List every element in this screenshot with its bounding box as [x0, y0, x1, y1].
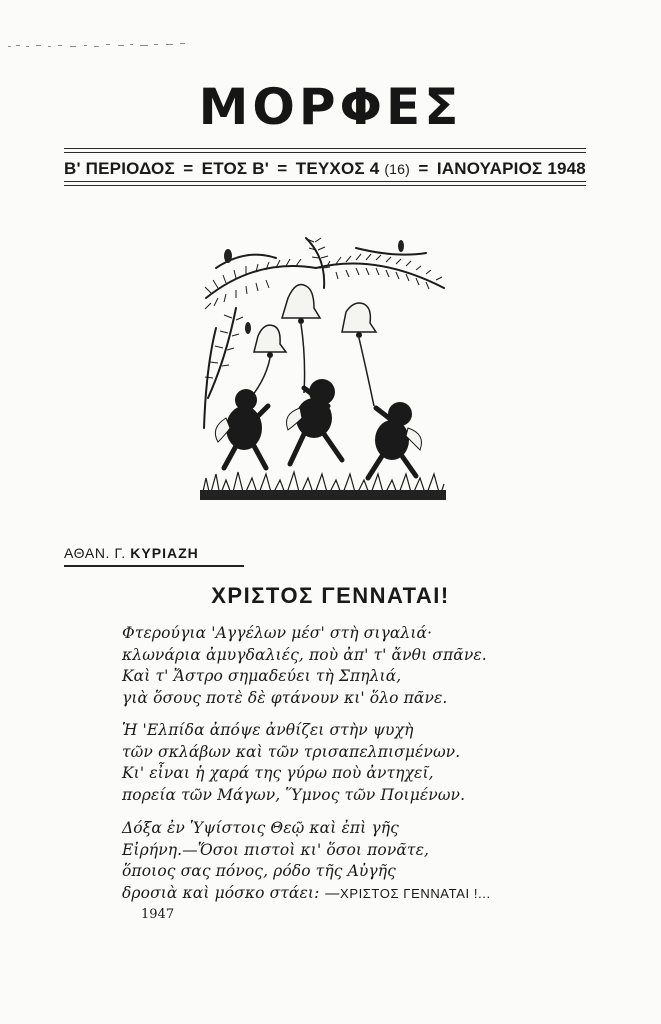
poem-line-last	[122, 883, 542, 905]
period-label: Β' ΠΕΡΙΟΔΟΣ	[64, 159, 175, 178]
header-rule-bottom	[64, 181, 586, 182]
poem-line: Κι' εἶναι ἡ χαρά της γύρω ποὺ ἀντηχεῖ,	[122, 764, 434, 782]
author-byline	[64, 545, 199, 561]
poem-line: Εἰρήνη.—Ὅσοι πιστοὶ κι' ὅσοι πονᾶτε,	[122, 840, 430, 859]
month-label: ΙΑΝΟΥΑΡΙΟΣ 1948	[436, 159, 586, 178]
author-initial: Γ.	[114, 545, 126, 561]
author-surname: ΚΥΡΙΑΖΗ	[130, 545, 199, 561]
issue-number: ΤΕΥΧΟΣ 4	[295, 159, 380, 178]
poem-title: ΧΡΙΣΤΟΣ ΓΕΝΝΑΤΑΙ!	[211, 583, 450, 608]
issue-total: (16)	[384, 161, 411, 177]
issue-line	[64, 159, 586, 179]
magazine-title: ΜΟΡΦΕΣ	[198, 78, 463, 136]
separator: =	[418, 159, 429, 178]
poem-line: κλωνάρια ἀμυγδαλιές, ποὺ ἀπ' τ' ἄνθι σπᾶνε.	[122, 645, 487, 664]
header-rule-top	[64, 148, 586, 149]
poem-line: πορεία τῶν Μάγων, Ὕμνος τῶν Ποιμένων.	[122, 785, 466, 804]
poem-stanza-2	[122, 720, 542, 806]
author-first: ΑΘΑΝ.	[64, 545, 111, 561]
poem-date: 1947	[141, 907, 175, 922]
year-label: ΕΤΟΣ Β'	[201, 159, 269, 178]
poem-line: Δόξα ἐν Ὑψίστοις Θεῷ καὶ ἐπὶ γῆς	[122, 819, 399, 837]
author-underline	[64, 565, 244, 567]
poem-last-line-start: δροσιὰ καὶ μόσκο στάει: —	[122, 883, 341, 902]
print-speckle	[6, 40, 196, 52]
poem-stanza-1	[122, 623, 542, 709]
poem-line: Ἡ 'Ελπίδα ἀπόψε ἀνθίζει στὴν ψυχὴ	[122, 721, 414, 739]
poem-closing-refrain: ΧΡΙΣΤΟΣ ΓΕΝΝΑΤΑΙ !...	[340, 885, 491, 901]
poem-line: Φτερούγια 'Αγγέλων μέσ' στὴ σιγαλιά·	[122, 624, 433, 642]
poem-line: Καὶ τ' Ἄστρο σημαδεύει τὴ Σπηλιά,	[122, 667, 402, 685]
poem-line: ὅποιος σας πόνος, ρόδο τῆς Αὐγῆς	[122, 862, 396, 880]
header-rule-top-2	[64, 152, 586, 153]
separator: =	[183, 159, 194, 178]
separator: =	[277, 159, 288, 178]
poem-line: γιὰ ὅσους ποτὲ δὲ φτάνουν κι' ὅλο πᾶνε.	[122, 688, 448, 707]
christmas-bells-illustration	[196, 228, 450, 504]
header-rule-bottom-2	[64, 185, 586, 186]
poem-line: τῶν σκλάβων καὶ τῶν τρισαπελπισμένων.	[122, 742, 461, 761]
poem-stanza-3	[122, 818, 542, 904]
issue-label	[296, 159, 410, 179]
